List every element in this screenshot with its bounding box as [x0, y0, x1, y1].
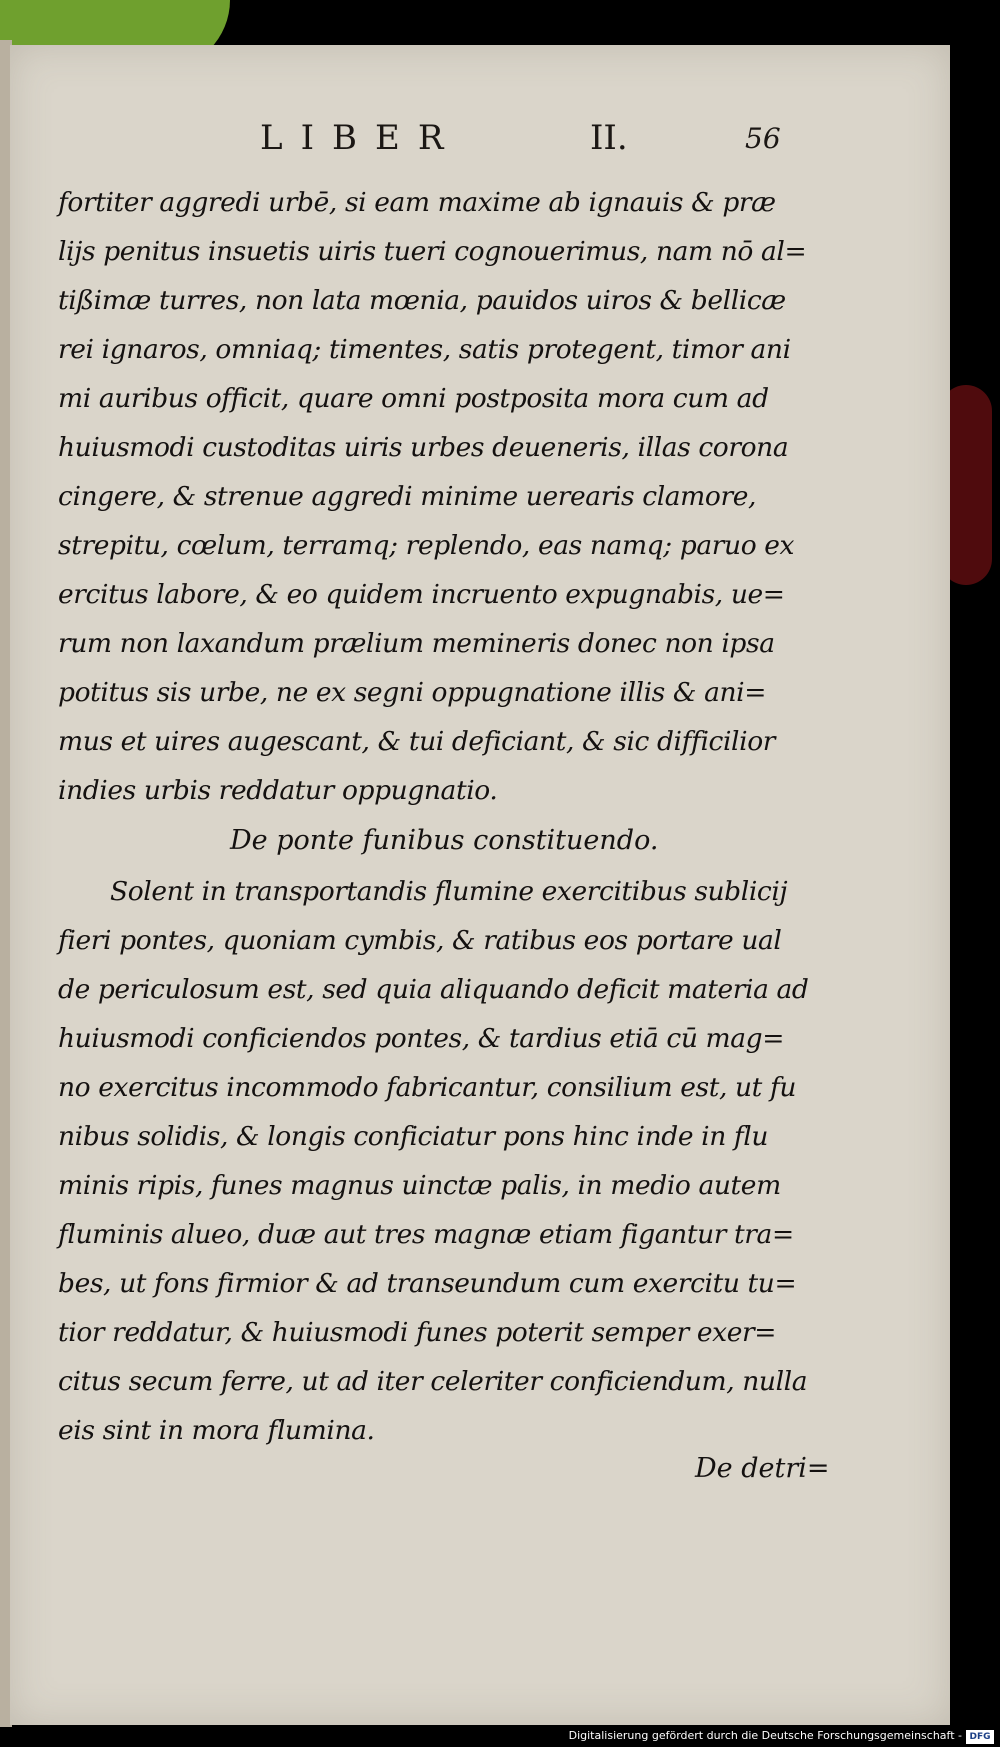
body-line: rum non laxandum prælium memineris donec non ipsa	[58, 628, 775, 659]
body-line: mus et uires augescant, & tui deficiant, & sic difficilior	[58, 726, 776, 757]
body-line: fortiter aggredi urbē, si eam maxime ab ignauis & præ	[58, 187, 776, 218]
running-head	[200, 118, 800, 168]
funding-credit: Digitalisierung gefördert durch die Deutsche Forschungsgemeinschaft -	[568, 1729, 962, 1742]
text-block	[58, 178, 843, 1455]
section-line: no exercitus incommodo fabricantur, consilium est, ut fu	[58, 1072, 797, 1103]
folio-number: 56	[745, 122, 781, 155]
body-line: ercitus labore, & eo quidem incruento expugnabis, ue=	[58, 579, 785, 610]
section-line: fluminis alueo, duæ aut tres magnæ etiam figantur tra=	[58, 1219, 794, 1250]
running-head-book-number: II.	[590, 118, 628, 158]
section-line: nibus solidis, & longis conficiatur pons hinc inde in flu	[58, 1121, 769, 1152]
section-line: fieri pontes, quoniam cymbis, & ratibus eos portare ual	[58, 925, 782, 956]
body-line: lijs penitus insuetis uiris tueri cognouerimus, nam nō al=	[58, 236, 807, 267]
body-line: potitus sis urbe, ne ex segni oppugnatione illis & ani=	[58, 677, 767, 708]
section-line: minis ripis, funes magnus uinctæ palis, in medio autem	[58, 1170, 781, 1201]
section-line: citus secum ferre, ut ad iter celeriter conficiendum, nulla	[58, 1366, 808, 1397]
dfg-logo-icon[interactable]: DFG	[966, 1730, 994, 1744]
body-line: strepitu, cœlum, terramq; replendo, eas namq; paruo ex	[58, 530, 795, 561]
section-line: Solent in transportandis flumine exercitibus sublicij	[110, 876, 788, 907]
section-line: de periculosum est, sed quia aliquando deficit materia ad	[58, 974, 809, 1005]
body-line: tißimæ turres, non lata mœnia, pauidos uiros & bellicæ	[58, 285, 786, 316]
section-line: huiusmodi conficiendos pontes, & tardius etiā cū mag=	[58, 1023, 785, 1054]
footer-bar	[0, 1727, 1000, 1747]
running-head-title: LIBER	[260, 118, 462, 158]
body-line: rei ignaros, omniaq; timentes, satis protegent, timor ani	[58, 334, 791, 365]
section-heading: De ponte funibus constituendo.	[230, 825, 659, 856]
body-line: huiusmodi custoditas uiris urbes deueneris, illas corona	[58, 432, 789, 463]
section-line: eis sint in mora flumina.	[58, 1415, 375, 1446]
catchword: De detri=	[695, 1453, 830, 1484]
body-line: mi auribus officit, quare omni postposita mora cum ad	[58, 383, 769, 414]
section-line: bes, ut fons firmior & ad transeundum cum exercitu tu=	[58, 1268, 797, 1299]
section-line: tior reddatur, & huiusmodi funes poterit semper exer=	[58, 1317, 777, 1348]
body-line: cingere, & strenue aggredi minime uerearis clamore,	[58, 481, 757, 512]
body-line: indies urbis reddatur oppugnatio.	[58, 775, 498, 806]
